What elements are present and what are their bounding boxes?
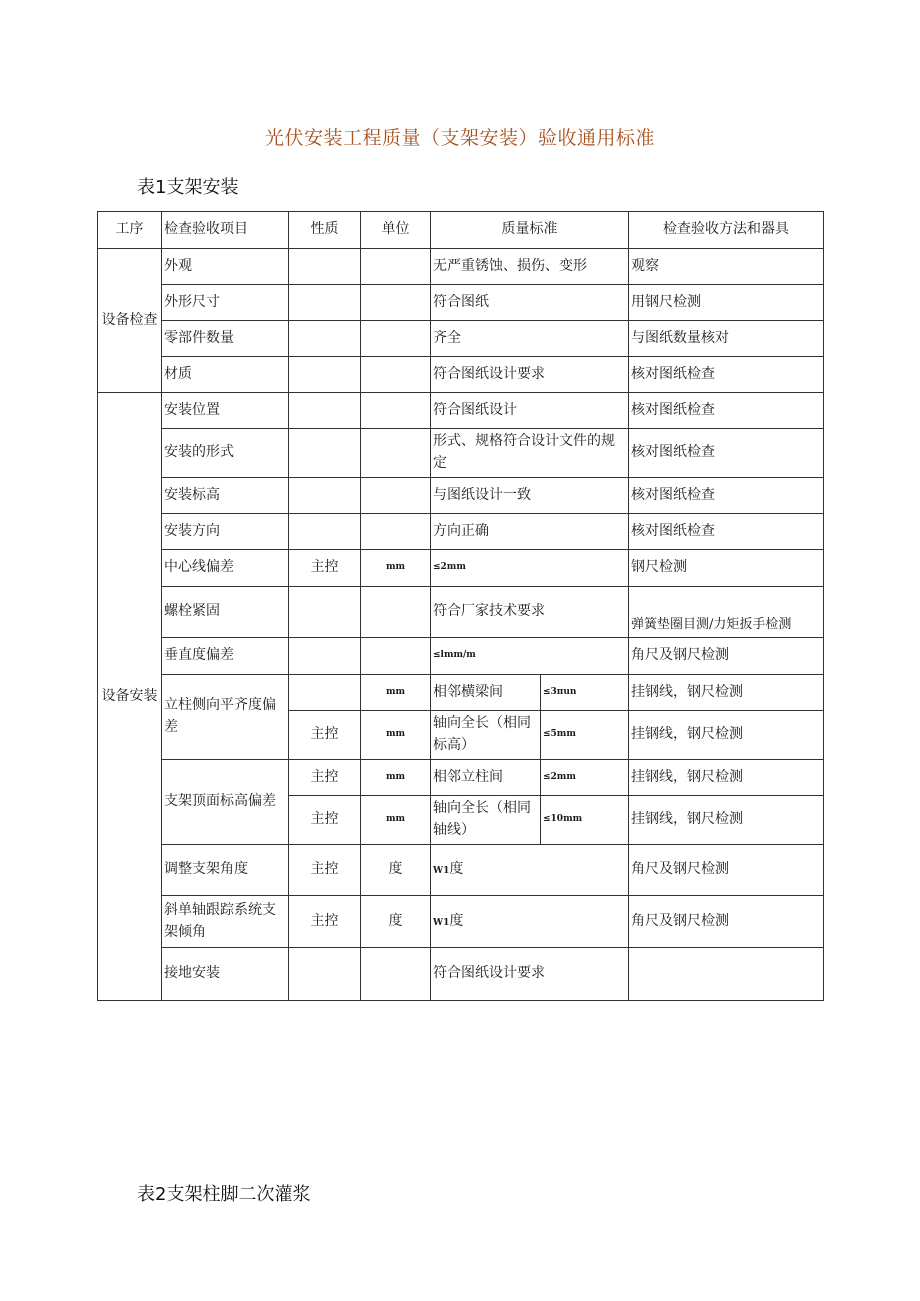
value-cell: ≤5mm [541, 711, 629, 760]
value-prefix: W1 [433, 917, 450, 928]
nature-cell [289, 357, 361, 393]
nature-cell: 主控 [289, 896, 361, 948]
method-cell: 挂钢线，钢尺检测 [629, 711, 824, 760]
nature-cell [289, 478, 361, 514]
unit-cell: 度 [361, 896, 431, 948]
table-row [98, 321, 824, 357]
nature-cell [289, 675, 361, 711]
method-cell [629, 948, 824, 1001]
standard-cell: ≤lmm/m [431, 638, 629, 675]
unit-cell [361, 587, 431, 638]
standard-cell: 与图纸设计一致 [431, 478, 629, 514]
item-cell: 接地安装 [162, 948, 289, 1001]
nature-cell: 主控 [289, 550, 361, 587]
nature-cell: 主控 [289, 796, 361, 845]
sub-item-cell: 轴向全长（相同轴线） [431, 796, 541, 845]
value-cell: ≤10mm [541, 796, 629, 845]
unit-cell [361, 321, 431, 357]
item-cell: 零部件数量 [162, 321, 289, 357]
nature-cell: 主控 [289, 760, 361, 796]
item-cell: 安装方向 [162, 514, 289, 550]
nature-cell [289, 638, 361, 675]
method-cell: 挂钢线，钢尺检测 [629, 675, 824, 711]
method-cell: 弹簧垫圈目测/力矩扳手检测 [629, 587, 824, 638]
table-header-row [98, 212, 824, 249]
method-cell: 用钢尺检测 [629, 285, 824, 321]
unit-cell: mm [361, 796, 431, 845]
unit-cell [361, 478, 431, 514]
method-cell: 核对图纸检查 [629, 514, 824, 550]
standard-cell: 符合厂家技术要求 [431, 587, 629, 638]
header-unit: 单位 [361, 212, 431, 249]
item-cell: 安装的形式 [162, 429, 289, 478]
header-process: 工序 [98, 212, 162, 249]
header-item: 检查验收项目 [162, 212, 289, 249]
header-standard: 质量标准 [431, 212, 629, 249]
table-row [98, 896, 824, 948]
unit-cell [361, 249, 431, 285]
unit-cell [361, 285, 431, 321]
unit-cell [361, 357, 431, 393]
item-cell: 外观 [162, 249, 289, 285]
unit-cell [361, 948, 431, 1001]
item-cell: 立柱侧向平齐度偏差 [162, 675, 289, 760]
table-row [98, 550, 824, 587]
sub-item-cell: 相邻立柱间 [431, 760, 541, 796]
table-row [98, 357, 824, 393]
unit-cell [361, 393, 431, 429]
table-row [98, 845, 824, 896]
unit-cell [361, 429, 431, 478]
unit-cell [361, 638, 431, 675]
standard-cell: ≤2mm [431, 550, 629, 587]
nature-cell [289, 948, 361, 1001]
method-cell: 核对图纸检查 [629, 393, 824, 429]
standard-cell [431, 896, 629, 948]
nature-cell: 主控 [289, 845, 361, 896]
table1-caption: 表1支架安装 [137, 177, 239, 198]
item-cell: 螺栓紧固 [162, 587, 289, 638]
table-row [98, 249, 824, 285]
table-row [98, 285, 824, 321]
unit-cell: mm [361, 760, 431, 796]
method-cell: 挂钢线，钢尺检测 [629, 760, 824, 796]
item-cell: 安装标高 [162, 478, 289, 514]
table-row [98, 478, 824, 514]
method-cell: 核对图纸检查 [629, 478, 824, 514]
item-cell: 外形尺寸 [162, 285, 289, 321]
table-row [98, 760, 824, 796]
standard-cell: 齐全 [431, 321, 629, 357]
table2-caption: 表2支架柱脚二次灌浆 [137, 1184, 311, 1205]
method-cell: 角尺及钢尺检测 [629, 845, 824, 896]
method-cell: 观察 [629, 249, 824, 285]
item-cell: 中心线偏差 [162, 550, 289, 587]
value-cell: ≤2mm [541, 760, 629, 796]
method-cell: 挂钢线，钢尺检测 [629, 796, 824, 845]
item-cell: 支架顶面标高偏差 [162, 760, 289, 845]
method-cell: 角尺及钢尺检测 [629, 896, 824, 948]
unit-cell: 度 [361, 845, 431, 896]
unit-cell: mm [361, 711, 431, 760]
table-row [98, 429, 824, 478]
sub-item-cell: 相邻横梁间 [431, 675, 541, 711]
header-nature: 性质 [289, 212, 361, 249]
nature-cell [289, 249, 361, 285]
value-cell: ≤3πun [541, 675, 629, 711]
item-cell: 斜单轴跟踪系统支架倾角 [162, 896, 289, 948]
standard-cell [431, 845, 629, 896]
standard-cell: 无严重锈蚀、损伤、变形 [431, 249, 629, 285]
method-cell: 与图纸数量核对 [629, 321, 824, 357]
nature-cell [289, 321, 361, 357]
sub-item-cell: 轴向全长（相同标高） [431, 711, 541, 760]
table-row [98, 675, 824, 711]
value-suffix: 度 [449, 912, 464, 929]
unit-cell: mm [361, 675, 431, 711]
value-suffix: 度 [449, 861, 464, 878]
nature-cell [289, 587, 361, 638]
standard-cell: 符合图纸设计要求 [431, 948, 629, 1001]
item-cell: 垂直度偏差 [162, 638, 289, 675]
standard-cell: 符合图纸 [431, 285, 629, 321]
table-row [98, 587, 824, 638]
method-cell: 钢尺检测 [629, 550, 824, 587]
table-row [98, 514, 824, 550]
item-cell: 调整支架角度 [162, 845, 289, 896]
group-equipment-check: 设备检查 [98, 249, 162, 393]
item-cell: 安装位置 [162, 393, 289, 429]
unit-cell [361, 514, 431, 550]
standard-cell: 形式、规格符合设计文件的规定 [431, 429, 629, 478]
table-row [98, 393, 824, 429]
group-equipment-install: 设备安装 [98, 393, 162, 1001]
page-title: 光伏安装工程质量（支架安装）验收通用标准 [264, 127, 655, 149]
header-method: 检查验收方法和器具 [629, 212, 824, 249]
item-cell: 材质 [162, 357, 289, 393]
method-cell: 核对图纸检查 [629, 357, 824, 393]
method-cell: 角尺及钢尺检测 [629, 638, 824, 675]
standard-cell: 符合图纸设计要求 [431, 357, 629, 393]
nature-cell [289, 514, 361, 550]
unit-cell: mm [361, 550, 431, 587]
table-row [98, 638, 824, 675]
acceptance-table [97, 211, 824, 1001]
value-prefix: W1 [433, 866, 450, 877]
standard-cell: 方向正确 [431, 514, 629, 550]
nature-cell: 主控 [289, 711, 361, 760]
nature-cell [289, 285, 361, 321]
nature-cell [289, 393, 361, 429]
table-row [98, 948, 824, 1001]
nature-cell [289, 429, 361, 478]
method-cell: 核对图纸检查 [629, 429, 824, 478]
standard-cell: 符合图纸设计 [431, 393, 629, 429]
